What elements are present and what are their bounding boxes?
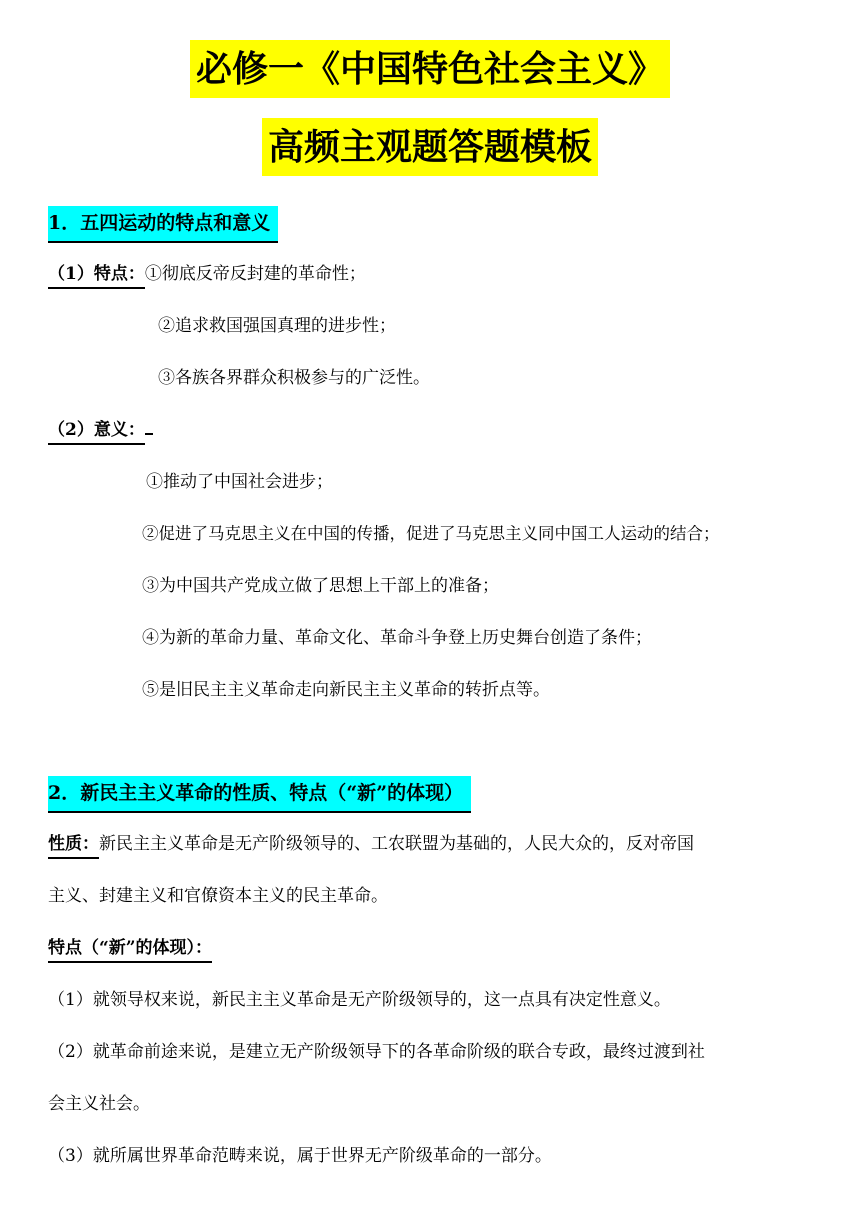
- significance-item: ②促进了马克思主义在中国的传播，促进了马克思主义同中国工人运动的结合；: [142, 524, 720, 543]
- nature-text-1: 新民主主义革命是无产阶级领导的、工农联盟为基础的，人民大众的，反对帝国: [99, 834, 694, 854]
- nature-label: 性质：: [48, 834, 99, 859]
- significance-item: ③为中国共产党成立做了思想上干部上的准备；: [142, 576, 499, 596]
- section-1-heading: 1．五四运动的特点和意义: [48, 206, 278, 243]
- feature-item: ③各族各界群众积极参与的广泛性。: [158, 368, 430, 388]
- significance-label: （2）意义：: [48, 420, 145, 445]
- features-line: [48, 266, 366, 283]
- section-2-features-line: [48, 940, 212, 957]
- significance-item: ⑤是旧民主主义革命走向新民主主义革命的转折点等。: [142, 680, 550, 700]
- significance-item: ①推动了中国社会进步；: [146, 472, 333, 492]
- nature-text-2: 主义、封建主义和官僚资本主义的民主革命。: [48, 886, 388, 906]
- feature-point: （2）就革命前途来说，是建立无产阶级领导下的各革命阶级的联合专政，最终过渡到社: [48, 1042, 705, 1062]
- features-label: （1）特点：: [48, 264, 145, 289]
- title-line-2: 高频主观题答题模板: [0, 118, 860, 176]
- section-2-features-label: 特点（“新”的体现）：: [48, 938, 212, 963]
- feature-point: （1）就领导权来说，新民主主义革命是无产阶级领导的，这一点具有决定性意义。: [48, 990, 671, 1010]
- feature-point-continued: 会主义社会。: [48, 1094, 150, 1114]
- section-2-heading: 2．新民主主义革命的性质、特点（“新”的体现）: [48, 776, 471, 813]
- significance-item: ④为新的革命力量、革命文化、革命斗争登上历史舞台创造了条件；: [142, 628, 652, 648]
- feature-point: （3）就所属世界革命范畴来说，属于世界无产阶级革命的一部分。: [48, 1146, 552, 1166]
- nature-line: [48, 836, 694, 853]
- title-line-1: 必修一《中国特色社会主义》: [0, 40, 860, 98]
- feature-item: ②追求救国强国真理的进步性；: [158, 316, 396, 336]
- significance-line: [48, 422, 153, 439]
- feature-item: ①彻底反帝反封建的革命性；: [144, 264, 366, 284]
